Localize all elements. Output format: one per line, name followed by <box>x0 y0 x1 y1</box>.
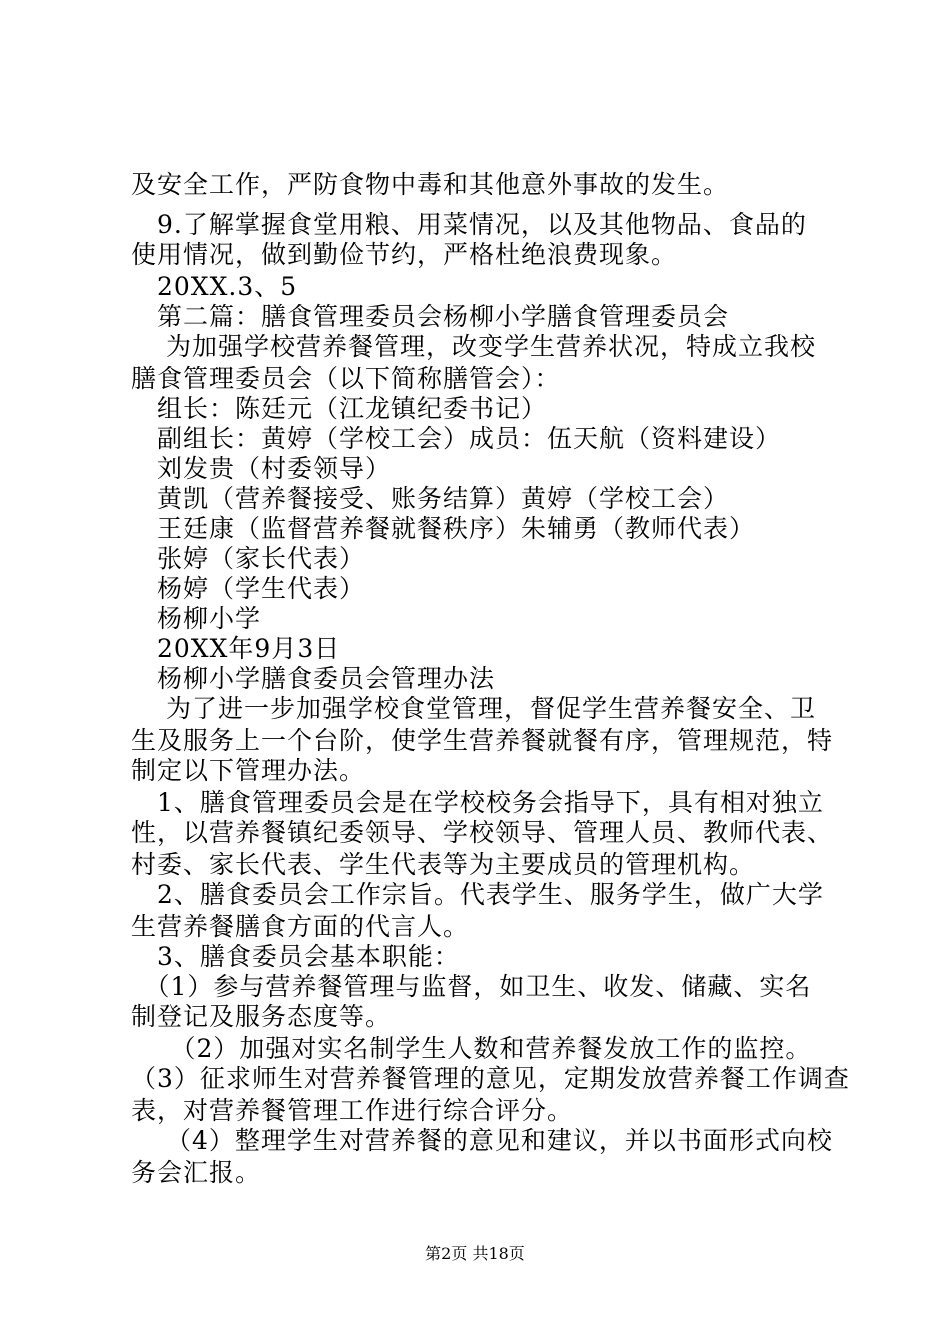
text-line: 生营养餐膳食方面的代言人。 <box>131 912 470 941</box>
text-line: 杨婷（学生代表） <box>131 574 366 603</box>
text-line: 9.了解掌握食堂用粮、用菜情况，以及其他物品、食品的 <box>131 210 807 239</box>
text-line: 张婷（家长代表） <box>131 544 366 573</box>
text-line: 20XX年9月3日 <box>131 634 341 663</box>
text-line: 为加强学校营养餐管理，改变学生营养状况，特成立我校 <box>131 332 816 361</box>
text-line: 刘发贵（村委领导） <box>131 454 392 483</box>
text-line: 及安全工作，严防食物中毒和其他意外事故的发生。 <box>131 170 730 199</box>
text-line: 杨柳小学 <box>131 604 262 633</box>
text-line: 3、膳食委员会基本职能： <box>131 942 460 971</box>
text-line: 王廷康（监督营养餐就餐秩序）朱辅勇（教师代表） <box>131 514 756 543</box>
text-line: 黄凯（营养餐接受、账务结算）黄婷（学校工会） <box>131 484 730 513</box>
text-line: （1）参与营养餐管理与监督，如卫生、收发、储藏、实名 <box>131 972 812 1001</box>
text-line: 性，以营养餐镇纪委领导、学校领导、管理人员、教师代表、 <box>131 818 834 847</box>
text-line: 制登记及服务态度等。 <box>131 1002 392 1031</box>
text-line: 制定以下管理办法。 <box>131 756 366 785</box>
section-heading: 杨柳小学膳食委员会管理办法 <box>131 664 496 693</box>
section-heading: 第二篇：膳食管理委员会杨柳小学膳食管理委员会 <box>131 302 730 331</box>
text-line: 20XX.3、5 <box>131 272 298 301</box>
text-line: 2、膳食委员会工作宗旨。代表学生、服务学生，做广大学 <box>131 880 824 909</box>
text-line: 为了进一步加强学校食堂管理，督促学生营养餐安全、卫 <box>131 694 816 723</box>
text-line: （4）整理学生对营养餐的意见和建议，并以书面形式向校 <box>131 1126 833 1155</box>
text-line: 村委、家长代表、学生代表等为主要成员的管理机构。 <box>131 850 756 879</box>
text-line: 1、膳食管理委员会是在学校校务会指导下，具有相对独立 <box>131 788 824 817</box>
text-line: （3）征求师生对营养餐管理的意见，定期发放营养餐工作调查 <box>131 1064 850 1093</box>
text-line: 组长：陈廷元（江龙镇纪委书记） <box>131 394 548 423</box>
page-number: 第2页 共18页 <box>425 1244 525 1263</box>
text-line: 表，对营养餐管理工作进行综合评分。 <box>131 1096 574 1125</box>
text-line: （2）加强对实名制学生人数和营养餐发放工作的监控。 <box>131 1034 812 1063</box>
text-line: 副组长：黄婷（学校工会）成员：伍天航（资料建设） <box>131 424 782 453</box>
text-line: 务会汇报。 <box>131 1158 262 1187</box>
text-line: 膳食管理委员会（以下简称膳管会）： <box>131 364 561 393</box>
text-line: 使用情况，做到勤俭节约，严格杜绝浪费现象。 <box>131 240 678 269</box>
text-line: 生及服务上一个台阶，使学生营养餐就餐有序，管理规范，特 <box>131 726 834 755</box>
